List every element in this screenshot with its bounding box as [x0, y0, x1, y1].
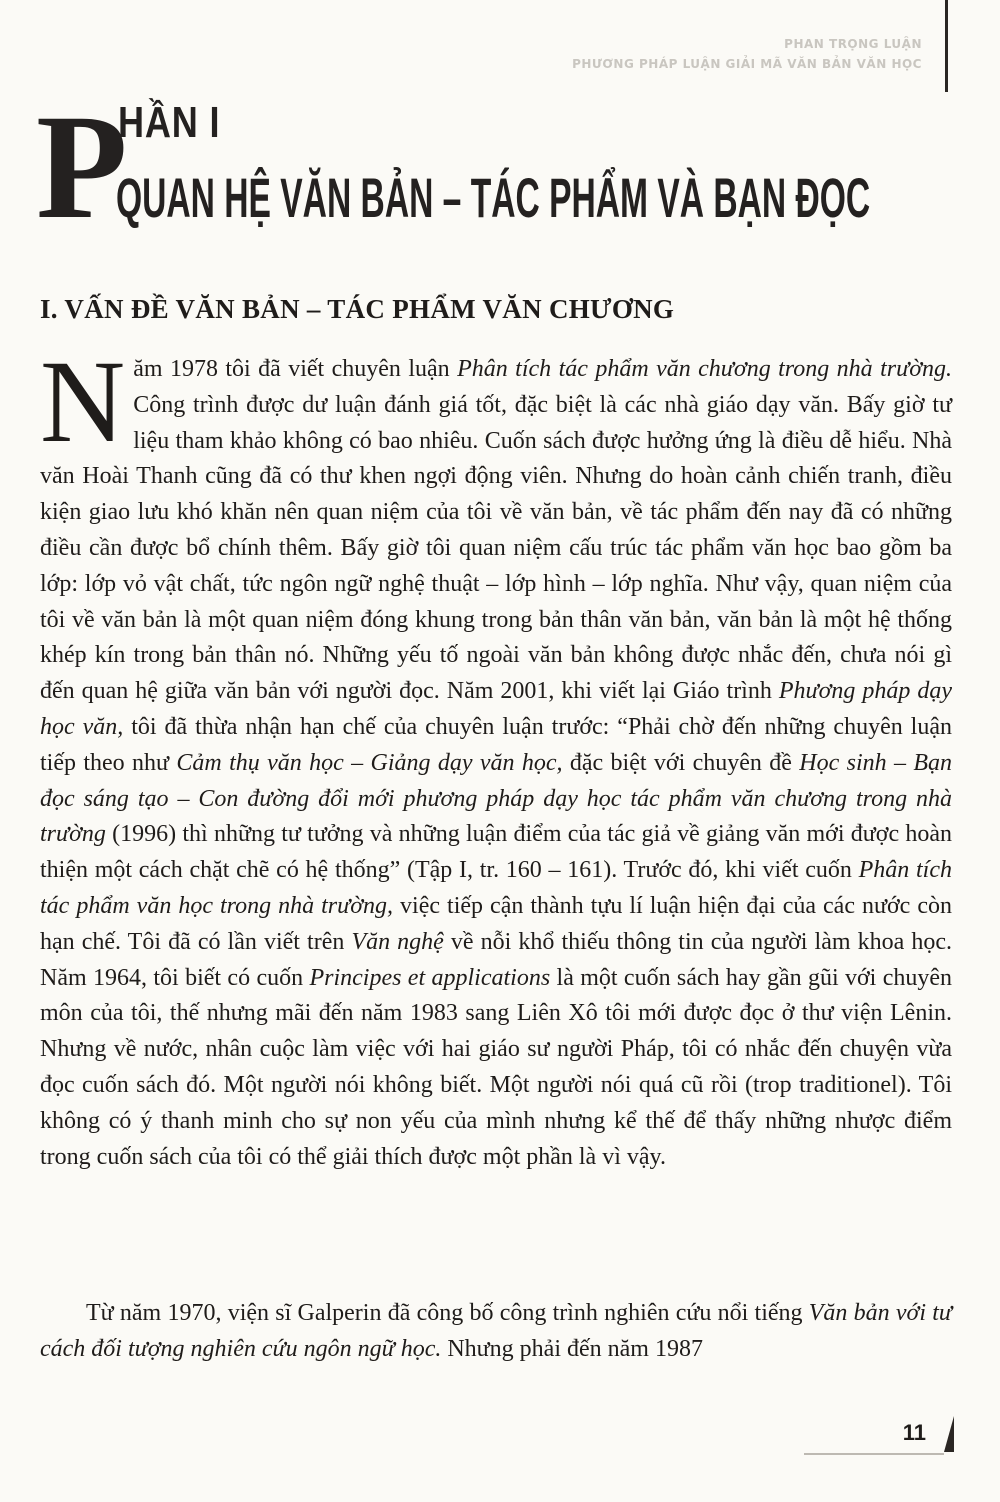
italic-title: Phương pháp dạy học văn, [40, 678, 953, 740]
italic-title: Cảm thụ văn học – Giảng dạy văn học, [176, 749, 563, 776]
page-footer-rule [804, 1453, 944, 1455]
page-edge-bar [945, 0, 948, 92]
paragraph-drop-cap: N [40, 336, 126, 467]
italic-title: Học sinh – Bạn đọc sáng tạo – Con đường đổi mới phương pháp dạy học tác phẩm văn chương trong nhà trường [40, 749, 952, 848]
italic-title: Phân tích tác phẩm văn học trong nhà trường, [40, 857, 952, 919]
page-corner-mark [944, 1416, 954, 1452]
text-run: ăm 1978 tôi đã viết chuyên luận [133, 356, 458, 382]
running-head [572, 34, 922, 74]
page-number: 11 [902, 1420, 926, 1445]
text-run: Nhưng phải đến năm 1987 [441, 1335, 703, 1362]
italic-title: Phân tích tác phẩm văn chương trong nhà trường. [457, 356, 952, 382]
italic-title: Văn nghệ [351, 928, 444, 955]
text-run: về nỗi khổ thiếu thông tin của người làm khoa học. Năm 1964, tôi biết có cuốn [40, 928, 953, 991]
italic-title: Principes et applications [309, 964, 551, 991]
part-label: HẦN I [118, 98, 221, 147]
text-run: đặc biệt với chuyên đề [562, 749, 800, 776]
running-head-book-title: PHƯƠNG PHÁP LUẬN GIẢI MÃ VĂN BẢN VĂN HỌC [572, 57, 922, 71]
italic-title: Văn bản với tư cách đối tượng nghiên cứu ngôn ngữ học. [40, 1300, 953, 1362]
text-run: Công trình được dư luận đánh giá tốt, đặc biệt là các nhà giáo dạy văn. Bấy giờ tư liệu tham khảo không có bao nhiêu. Cuốn sách được hưởng ứng là điều dễ hiểu. Nhà văn Hoài Thanh cũng đã có thư khen ngợi động viên. Nhưng do hoàn cảnh chiến tranh, điều kiện giao lưu khó khăn nên quan niệm của tôi về văn bản, về tác phẩm đến nay đã có những điều cần được bổ chính thêm. Bấy giờ tôi quan niệm cấu trúc tác phẩm văn học bao gồm ba lớp: lớp vỏ vật chất, tức ngôn ngữ nghệ thuật – lớp hình – lớp nghĩa. Như vậy, quan niệm của tôi về văn bản là một quan niệm đóng khung trong bản thân văn bản, văn bản là một hệ thống khép kín trong bản thân nó. Những yếu tố ngoài văn bản không được nhắc đến, chưa nói gì đến quan hệ giữa văn bản với người đọc. Năm 2001, khi viết lại Giáo trình [40, 391, 952, 705]
text-run: tôi đã thừa nhận hạn chế của chuyên luận trước: “Phải chờ đến những chuyên luận tiếp theo như [40, 713, 952, 776]
text-run: Từ năm 1970, viện sĩ Galperin đã công bố công trình nghiên cứu nổi tiếng [86, 1300, 809, 1326]
text-run: (1996) thì những tư tưởng và những luận điểm của tác giả về giảng văn mới được hoàn thiện một cách chặt chẽ có hệ thống” (Tập I, tr. 160 – 161). Trước đó, khi viết cuốn [40, 821, 952, 884]
paragraph-2 [40, 1296, 952, 1368]
part-drop-cap: P [36, 84, 128, 250]
text-run: là một cuốn sách hay gần gũi với chuyên môn của tôi, thế nhưng mãi đến năm 1983 sang Liên Xô tôi mới được đọc ở thư viện Lênin. Nhưng về nước, nhân cuộc làm việc với hai giáo sư người Pháp, tôi có nhắc đến chuyện vừa đọc cuốn sách đó. Một người nói không biết. Một người nói quá cũ rồi (trop traditionel). Tôi không có ý thanh minh cho sự non yếu của mình nhưng kể thế để thấy những nhược điểm trong cuốn sách của tôi có thể giải thích được một phần là vì vậy. [40, 964, 953, 1170]
part-title: QUAN HỆ VĂN BẢN – TÁC PHẨM VÀ BẠN ĐỌC [116, 166, 871, 229]
running-head-author: PHAN TRỌNG LUẬN [784, 37, 922, 51]
text-run: việc tiếp cận thành tựu lí luận hiện đại của các nước còn hạn chế. Tôi đã có lần viết trên [40, 892, 952, 955]
section-heading: I. VẤN ĐỀ VĂN BẢN – TÁC PHẨM VĂN CHƯƠNG [40, 294, 675, 324]
paragraph-1 [40, 336, 953, 1175]
